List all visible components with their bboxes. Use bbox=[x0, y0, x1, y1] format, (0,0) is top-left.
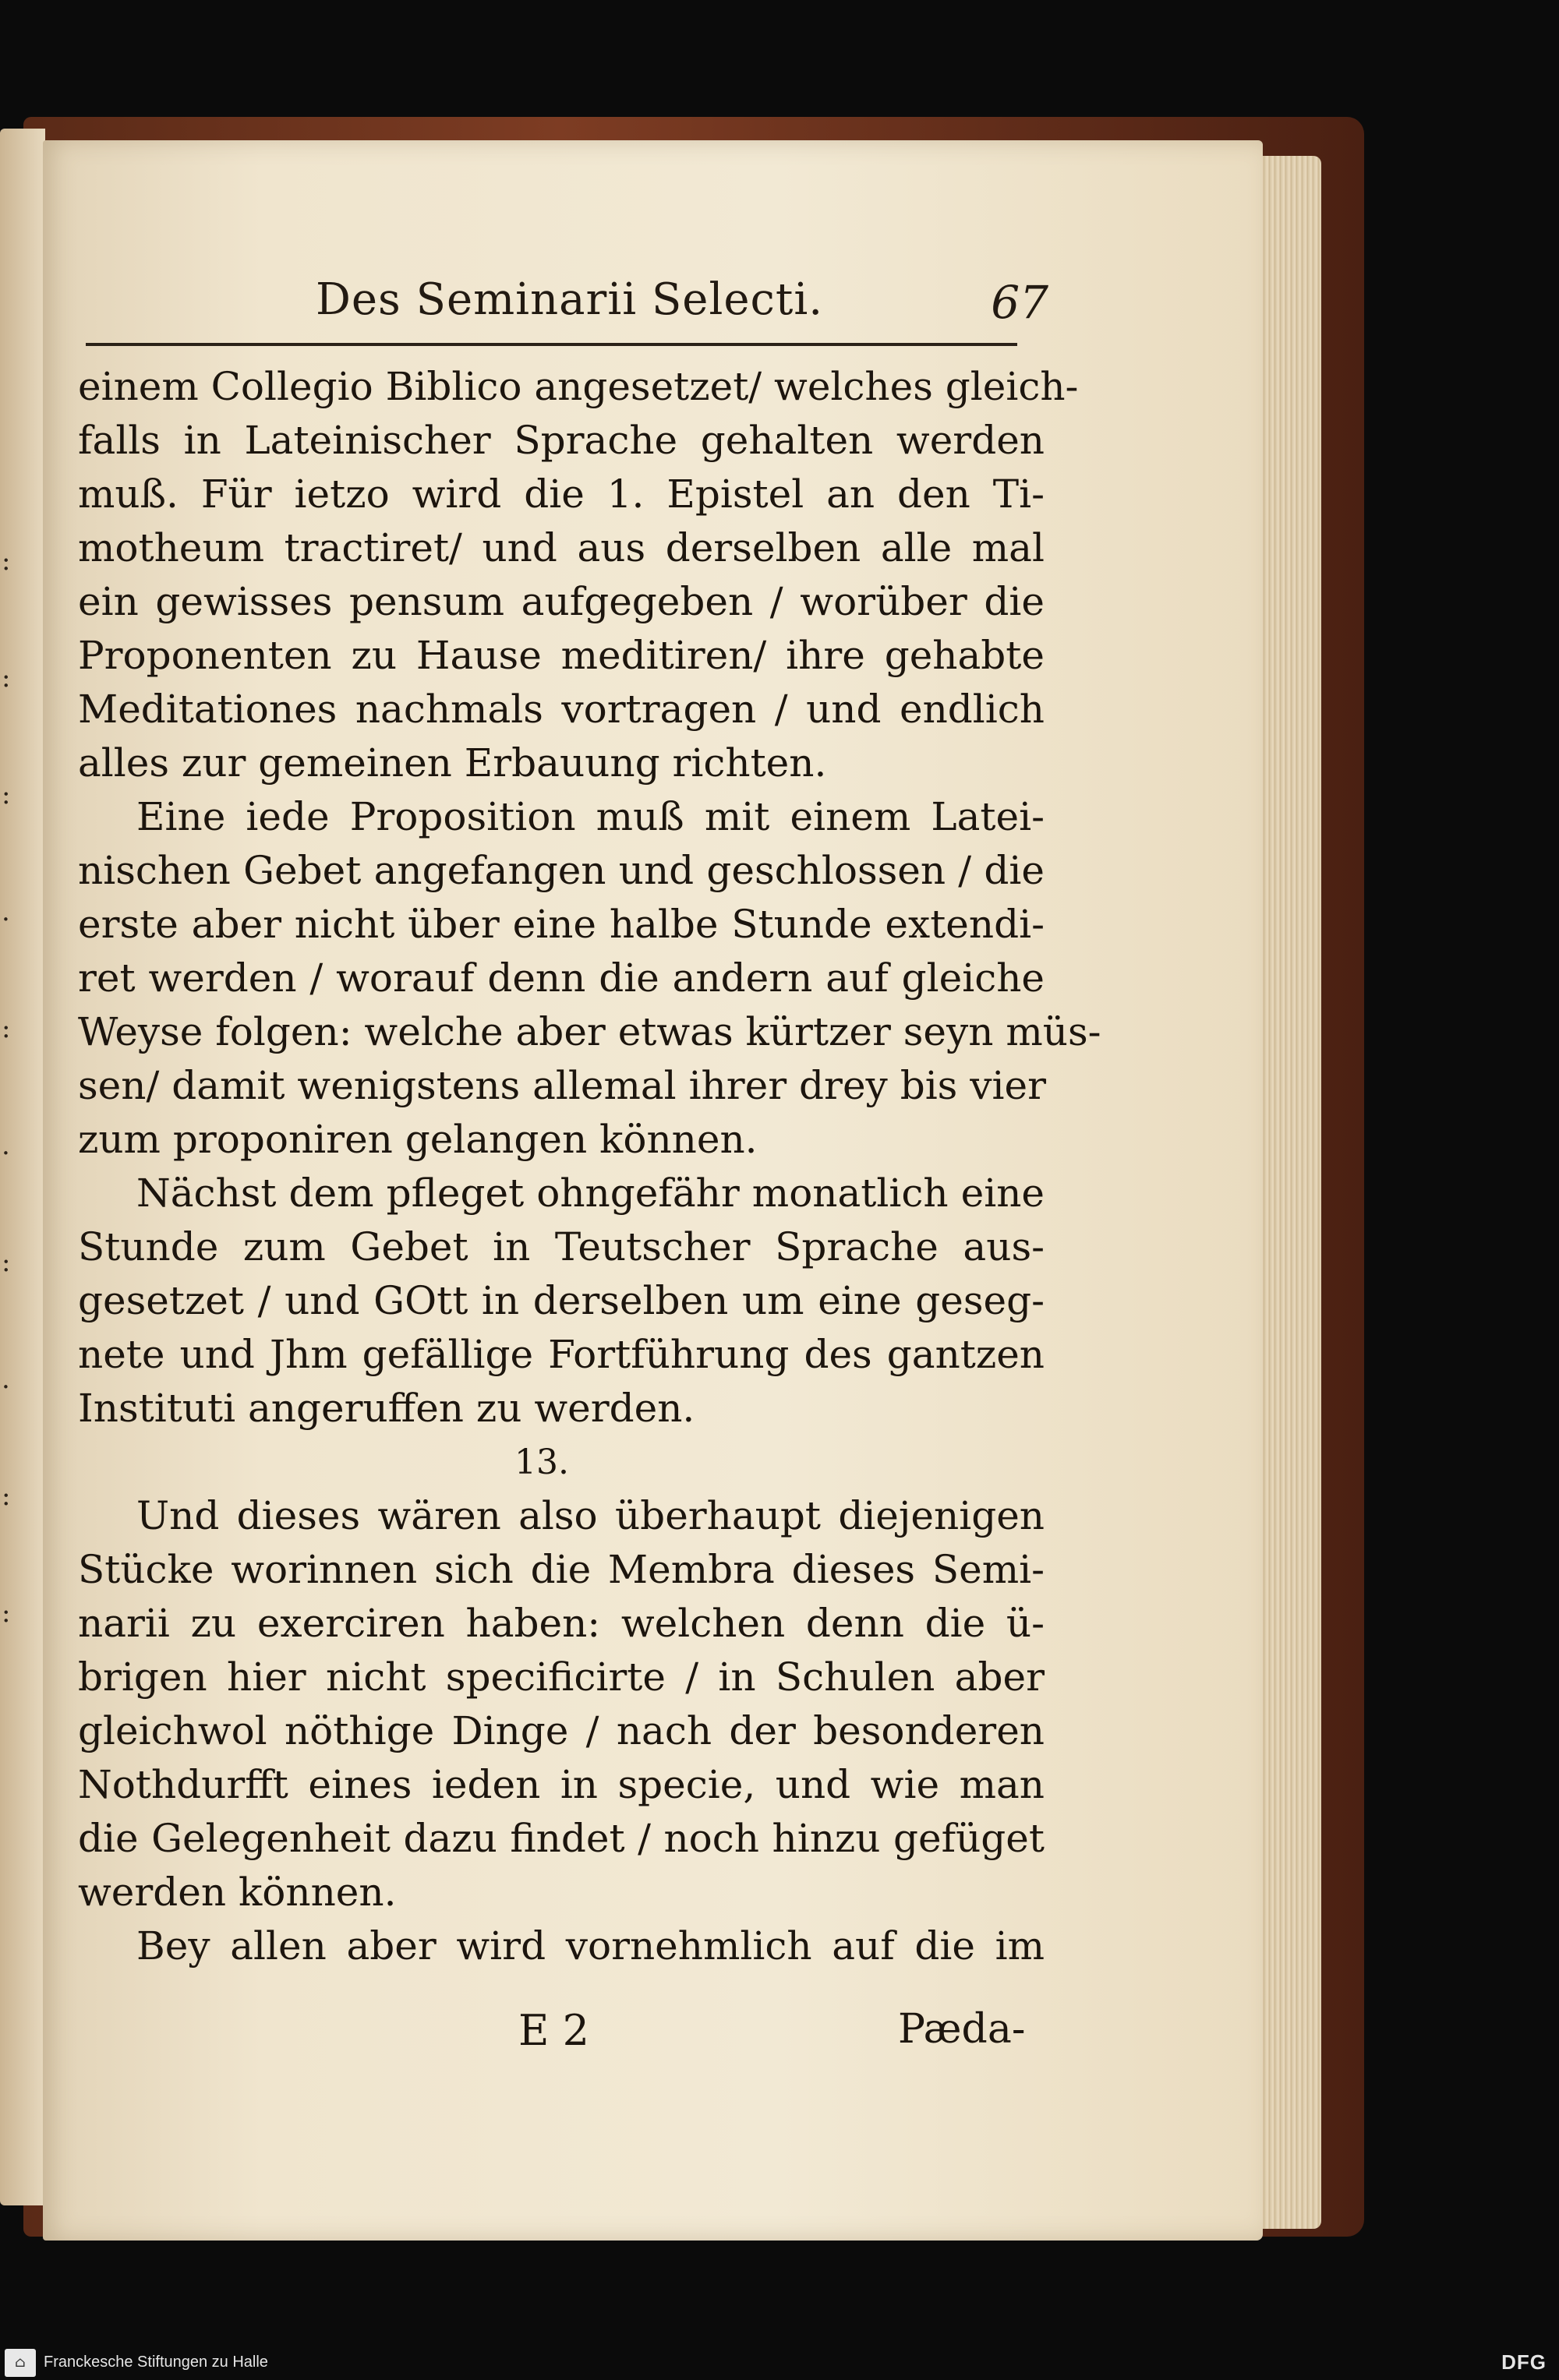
text-line: Stunde zum Gebet in Teutscher Sprache aus- bbox=[78, 1224, 1045, 1269]
text-line: sen/ damit wenigstens allemal ihrer drey bis vier bbox=[78, 1063, 1046, 1108]
text-line: brigen hier nicht specificirte / in Schulen aber bbox=[78, 1654, 1045, 1700]
text-line: einem Collegio Biblico angesetzet/ welches gleich- bbox=[78, 364, 1079, 409]
text-line: narii zu exerciren haben: welchen denn die ü- bbox=[78, 1601, 1045, 1646]
body-text bbox=[78, 360, 1101, 1973]
funder-logo: DFG bbox=[1501, 2350, 1547, 2374]
text-line: Nothdurfft eines ieden in specie, und wie man bbox=[78, 1762, 1045, 1807]
text-line: falls in Lateinischer Sprache gehalten werden bbox=[78, 418, 1045, 463]
section-number: 13. bbox=[514, 1442, 569, 1482]
text-line: ret werden / worauf denn die andern auf gleiche bbox=[78, 955, 1045, 1001]
page-number: 67 bbox=[991, 276, 1048, 329]
running-head bbox=[316, 265, 1056, 343]
text-line: erste aber nicht über eine halbe Stunde extendi- bbox=[78, 902, 1045, 947]
facing-page-edge bbox=[0, 129, 45, 2205]
text-line: muß. Für ietzo wird die 1. Epistel an den Ti- bbox=[78, 471, 1045, 517]
text-line: Und dieses wären also überhaupt diejenigen bbox=[136, 1493, 1045, 1538]
text-line: die Gelegenheit dazu findet / noch hinzu gefüget bbox=[78, 1816, 1045, 1861]
text-line: nischen Gebet angefangen und geschlossen / die bbox=[78, 848, 1045, 893]
text-line: nete und Jhm gefällige Fortführung des gantzen bbox=[78, 1332, 1045, 1377]
institution-logo-icon: ⌂ bbox=[5, 2349, 36, 2377]
institution-name: Franckesche Stiftungen zu Halle bbox=[44, 2354, 268, 2371]
text-line: zum proponiren gelangen können. bbox=[78, 1117, 758, 1162]
text-line: gleichwol nöthige Dinge / nach der besonderen bbox=[78, 1708, 1045, 1753]
text-line: Proponenten zu Hause meditiren/ ihre gehabte bbox=[78, 633, 1045, 678]
text-line: motheum tractiret/ und aus derselben alle mal bbox=[78, 525, 1045, 570]
text-line: Bey allen aber wird vornehmlich auf die im bbox=[136, 1923, 1045, 1969]
signature-mark: E 2 bbox=[518, 2006, 589, 2055]
text-line: gesetzet / und GOtt in derselben um eine geseg- bbox=[78, 1278, 1045, 1323]
text-line: ein gewisses pensum aufgegeben / worüber die bbox=[78, 579, 1045, 624]
facing-page-letters: : : : . : . : . : : bbox=[2, 546, 11, 1629]
text-line: Weyse folgen: welche aber etwas kürtzer seyn müs- bbox=[78, 1009, 1101, 1054]
text-line: Meditationes nachmals vortragen / und endlich bbox=[78, 687, 1045, 732]
text-line: Eine iede Proposition muß mit einem Latei- bbox=[136, 794, 1045, 839]
attribution-bar bbox=[0, 2346, 1559, 2380]
text-line: Instituti angeruffen zu werden. bbox=[78, 1386, 695, 1431]
text-line: alles zur gemeinen Erbauung richten. bbox=[78, 740, 827, 786]
text-line: Nächst dem pfleget ohngefähr monatlich eine bbox=[136, 1171, 1045, 1216]
running-head-title: Des Seminarii Selecti. bbox=[316, 274, 824, 325]
header-rule bbox=[86, 343, 1017, 346]
text-line: werden können. bbox=[78, 1870, 397, 1915]
text-line: Stücke worinnen sich die Membra dieses Semi- bbox=[78, 1547, 1045, 1592]
catchword: Pæda- bbox=[898, 2006, 1026, 2053]
